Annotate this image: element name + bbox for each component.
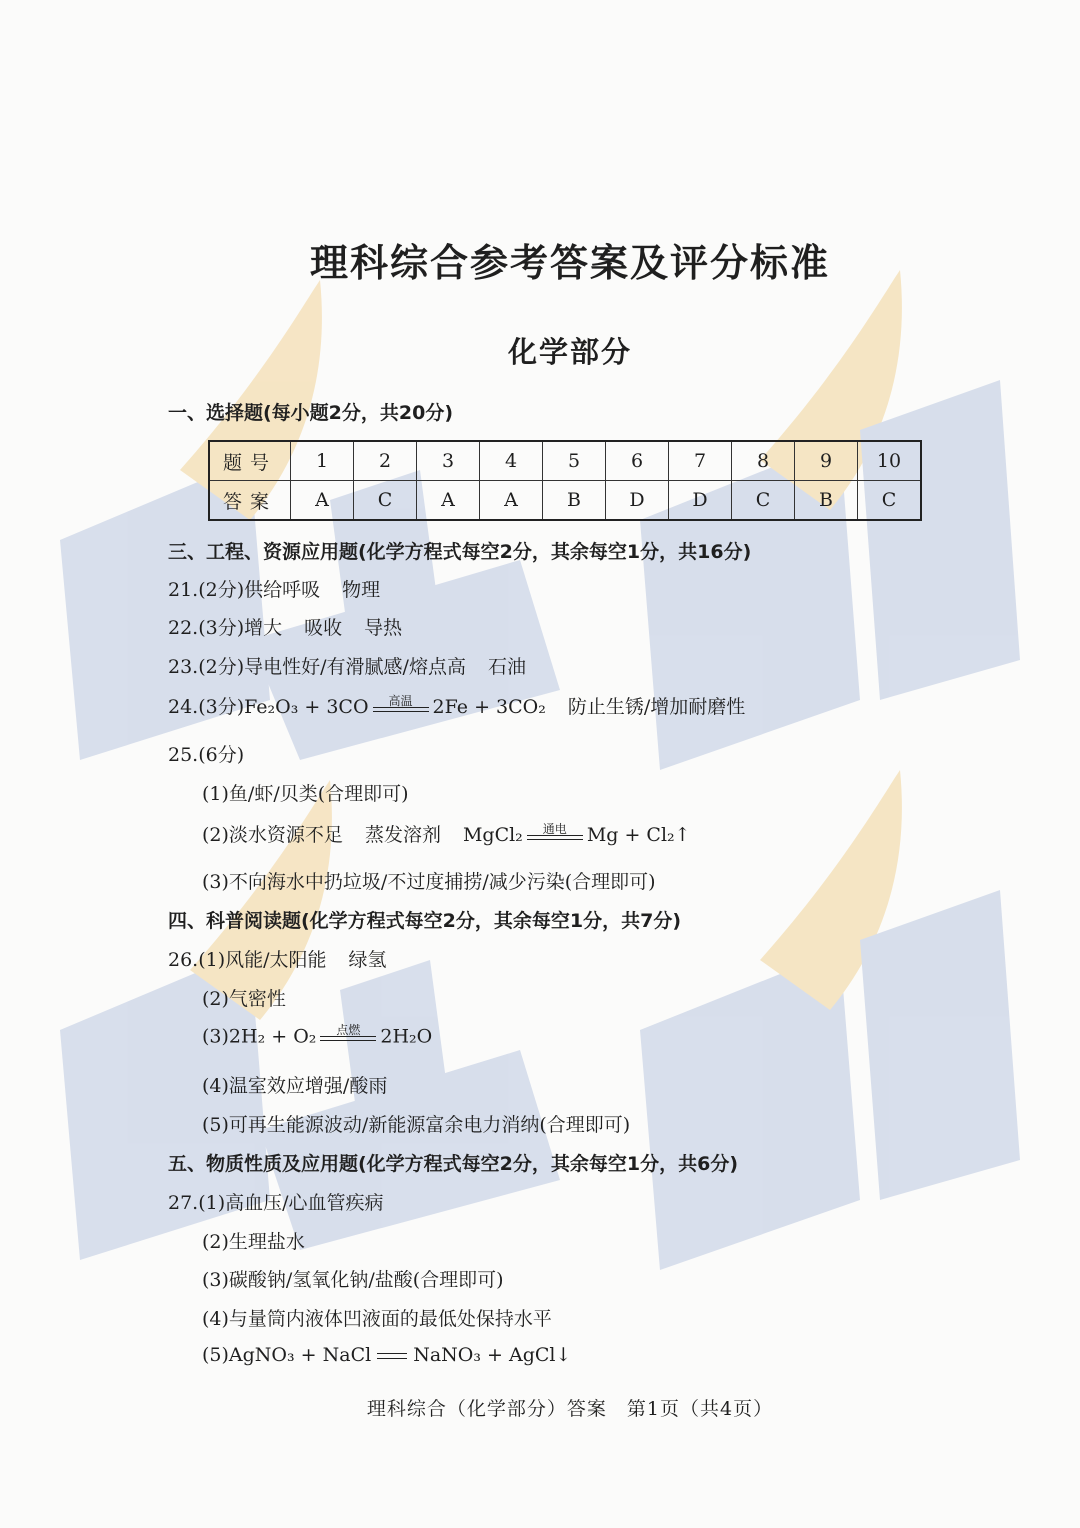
answer-text: 石油 (487, 656, 526, 678)
question-number: 25. (168, 744, 199, 766)
answer-q25-part3: (3)不向海水中扔垃圾/不过度捕捞/减少污染(合理即可) (202, 871, 656, 893)
question-score: (2分) (198, 579, 245, 601)
section-heading-choice: 一、选择题(每小题2分，共20分) (168, 402, 454, 424)
section-heading-engineering: 三、工程、资源应用题(化学方程式每空2分，其余每空1分，共16分) (168, 541, 752, 563)
condition-label: 点燃 (336, 1023, 361, 1037)
question-number: 26. (168, 949, 199, 971)
equation-rhs: Mg + Cl₂↑ (586, 824, 691, 846)
part-label: (3) (202, 1025, 229, 1048)
question-number: 22. (168, 617, 199, 639)
answer-text: 风能/太阳能 (225, 949, 327, 971)
section-subtitle: 化学部分 (507, 335, 632, 369)
answer-q27-part2: (2)生理盐水 (202, 1231, 305, 1253)
question-number: 21. (168, 579, 199, 601)
answer-text: 物理 (342, 579, 381, 601)
part-label: (2) (202, 824, 229, 846)
page-footer: 理科综合（化学部分）答案 第1页（共4页） (366, 1398, 774, 1420)
table-cell: D (669, 481, 732, 521)
answer-q23 (168, 652, 526, 679)
section-heading-reading: 四、科普阅读题(化学方程式每空2分，其余每空1分，共7分) (168, 910, 682, 932)
table-row (209, 441, 921, 481)
answer-q27-part4: (4)与量筒内液体凹液面的最低处保持水平 (202, 1308, 552, 1330)
table-row (209, 481, 921, 521)
table-cell: C (858, 481, 922, 521)
answer-text: 供给呼吸 (244, 579, 321, 601)
equation-lhs: 2H₂ + O₂ (228, 1025, 317, 1048)
answer-q24 (168, 692, 745, 722)
table-cell: 3 (417, 441, 480, 481)
table-cell: A (480, 481, 543, 521)
answer-q25-part1: (1)鱼/虾/贝类(合理即可) (202, 783, 409, 805)
question-number: 27. (168, 1192, 199, 1214)
answer-text: 淡水资源不足 (228, 824, 343, 846)
table-cell: 4 (480, 441, 543, 481)
question-score: (2分) (198, 656, 245, 678)
question-number: 24. (168, 696, 199, 718)
table-cell: B (543, 481, 606, 521)
answer-q27-part5 (202, 1344, 571, 1366)
reaction-condition (373, 695, 429, 722)
table-cell: 10 (858, 441, 922, 481)
answer-q27-part3: (3)碳酸钠/氢氧化钠/盐酸(合理即可) (202, 1269, 504, 1291)
section-heading-properties: 五、物质性质及应用题(化学方程式每空2分，其余每空1分，共6分) (168, 1153, 739, 1175)
answer-q27-part1 (168, 1188, 384, 1215)
table-cell: 1 (291, 441, 354, 481)
equation-rhs: 2H₂O (380, 1025, 433, 1048)
table-row-label: 答案 (209, 481, 291, 521)
reaction-condition (527, 823, 583, 850)
question-score: (6分) (198, 744, 245, 766)
table-cell: 2 (354, 441, 417, 481)
answer-q26-part1 (168, 945, 387, 972)
answer-q25-header (168, 740, 244, 767)
table-cell: 9 (795, 441, 858, 481)
table-cell: B (795, 481, 858, 521)
table-cell: C (354, 481, 417, 521)
answer-text: 增大 (244, 617, 283, 639)
answer-q26-part2: (2)气密性 (202, 988, 286, 1010)
answer-table (208, 440, 922, 521)
table-cell: D (606, 481, 669, 521)
reaction-condition (320, 1024, 376, 1051)
table-cell: 6 (606, 441, 669, 481)
equals-sign (377, 1353, 407, 1359)
answer-text: 防止生锈/增加耐磨性 (567, 696, 746, 718)
table-cell: 5 (543, 441, 606, 481)
equation-lhs: AgNO₃ + NaCl (228, 1344, 372, 1366)
equation-lhs: MgCl₂ (462, 824, 523, 846)
answer-text: 导电性好/有滑腻感/熔点高 (244, 656, 466, 678)
question-score: (3分) (198, 696, 245, 718)
condition-label: 高温 (388, 693, 413, 708)
table-cell: 8 (732, 441, 795, 481)
page-title: 理科综合参考答案及评分标准 (309, 241, 830, 285)
answer-text: (1)高血压/心血管疾病 (198, 1192, 384, 1214)
equation-rhs: NaNO₃ + AgCl↓ (413, 1344, 572, 1366)
answer-q25-part2 (202, 820, 691, 850)
table-cell: 7 (669, 441, 732, 481)
answer-q26-part4: (4)温室效应增强/酸雨 (202, 1075, 388, 1097)
answer-text: 绿氢 (348, 949, 387, 971)
equation-lhs: Fe₂O₃ + 3CO (244, 696, 369, 718)
question-number: 23. (168, 656, 199, 678)
question-score: (3分) (198, 617, 245, 639)
part-label: (5) (202, 1344, 229, 1366)
answer-q21 (168, 575, 380, 602)
answer-q22 (168, 613, 402, 640)
part-label: (1) (198, 949, 226, 971)
equation-rhs: 2Fe + 3CO₂ (432, 696, 546, 718)
table-cell: A (291, 481, 354, 521)
table-cell: C (732, 481, 795, 521)
answer-text: 吸收 (304, 617, 343, 639)
answer-q26-part3 (202, 1024, 432, 1051)
answer-text: 蒸发溶剂 (364, 824, 441, 846)
table-row-label: 题号 (209, 441, 291, 481)
condition-label: 通电 (542, 821, 567, 836)
table-cell: A (417, 481, 480, 521)
answer-text: 导热 (364, 617, 403, 639)
answer-q26-part5: (5)可再生能源波动/新能源富余电力消纳(合理即可) (202, 1114, 631, 1136)
